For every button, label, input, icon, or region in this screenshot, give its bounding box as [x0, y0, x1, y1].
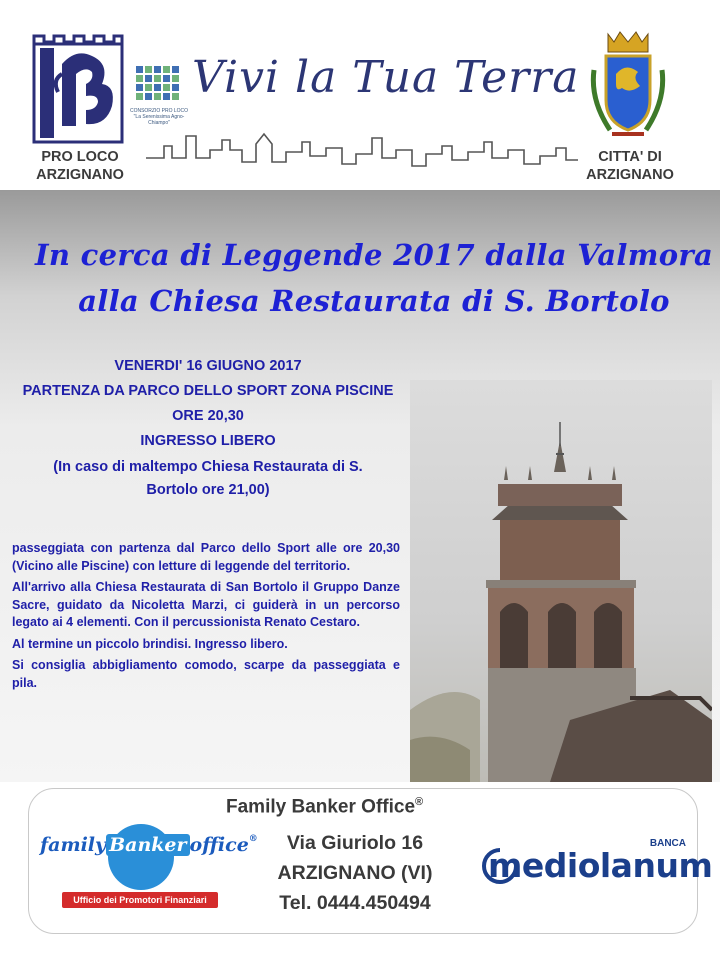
- proloco-shield-logo: [32, 34, 124, 144]
- office-title-text: Family Banker Office: [226, 796, 416, 818]
- description-paragraph: Al termine un piccolo brindisi. Ingresso libero.: [12, 636, 288, 651]
- event-time: ORE 20,30: [172, 408, 244, 424]
- office-phone: Tel. 0444.450494: [279, 892, 431, 914]
- consorzio-line2: "La Serenissima Agno-Chiampo": [133, 114, 185, 126]
- city-coat-of-arms: [586, 30, 670, 144]
- citta-label: [574, 148, 686, 184]
- citta-label-line1: CITTA' DI: [598, 149, 662, 165]
- event-bad-weather-note: (In caso di maltempo Chiesa Restaurata di S. Bortolo ore 21,00): [53, 459, 363, 498]
- mediolanum-wordmark: mediolanum: [488, 846, 713, 885]
- fbo-logo-wordmark: family Banker office®: [40, 834, 258, 856]
- proloco-label: [20, 148, 140, 184]
- bell-tower-photo: [410, 380, 712, 782]
- event-title: [0, 232, 720, 324]
- event-date: VENERDI' 16 GIUGNO 2017: [114, 358, 302, 374]
- office-address: [230, 828, 480, 918]
- citta-label-line2: ARZIGNANO: [586, 167, 674, 183]
- proloco-label-line1: PRO LOCO: [41, 149, 119, 165]
- fbo-tagline: Ufficio dei Promotori Finanziari: [62, 892, 218, 908]
- event-title-line2: alla Chiesa Restaurata di S. Bortolo: [78, 284, 670, 318]
- description-paragraph: passeggiata con partenza dal Parco dello Sport alle ore 20,30 (Vicino alle Piscine) con letture di leggende del territorio.: [12, 541, 400, 573]
- office-title: [226, 796, 423, 818]
- event-entry: INGRESSO LIBERO: [140, 433, 276, 449]
- description-paragraph: All'arrivo alla Chiesa Restaurata di San Bortolo il Gruppo Danze Sacre, guidato da Nicoletta Marzi, ci guiderà in un percorso legato ai 4 elementi. Con il percussionista Renato Cestaro.: [12, 580, 400, 629]
- proloco-label-line2: ARZIGNANO: [36, 167, 124, 183]
- fbo-logo-circle-icon: [106, 822, 176, 892]
- fbo-logo-family: family: [40, 834, 107, 856]
- event-description: [12, 540, 400, 696]
- header-banner: [0, 0, 720, 190]
- event-departure: PARTENZA DA PARCO DELLO SPORT ZONA PISCINE: [22, 383, 394, 399]
- motto-title: Vivi la Tua Terra: [192, 52, 580, 103]
- consorzio-line1: CONSORZIO PRO LOCO: [129, 108, 189, 114]
- office-city: ARZIGNANO (VI): [277, 862, 433, 884]
- registered-mark: ®: [415, 796, 424, 808]
- description-paragraph: Si consiglia abbigliamento comodo, scarpe da passeggiata e pila.: [12, 658, 400, 690]
- consorzio-label: [126, 108, 192, 126]
- family-banker-office-logo: [40, 830, 258, 910]
- fbo-logo-banker: Banker: [106, 834, 189, 856]
- event-title-line1: In cerca di Leggende 2017 dalla Valmora: [34, 238, 714, 272]
- mediolanum-banca-label: BANCA: [649, 838, 686, 849]
- office-street: Via Giuriolo 16: [286, 832, 424, 854]
- town-skyline-outline: [146, 128, 578, 180]
- event-info: [8, 354, 408, 502]
- fbo-logo-office: office: [189, 834, 249, 856]
- mediolanum-logo: [480, 838, 713, 898]
